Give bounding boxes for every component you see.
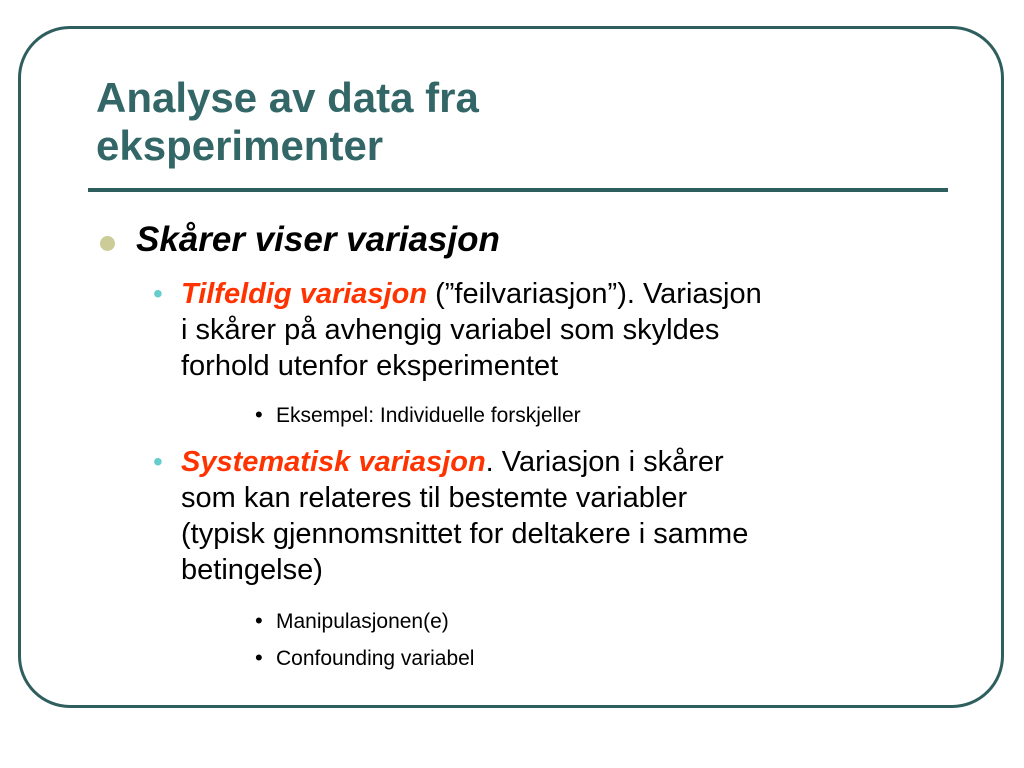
systematic-sub-item-2: Confounding variabel (276, 647, 475, 670)
random-variation-line-1-rest: (”feilvariasjon”). Variasjon (427, 278, 762, 310)
level1-text: Skårer viser variasjon (136, 220, 500, 259)
systematic-variation-line-4: betingelse) (181, 554, 323, 586)
systematic-variation-line-3: (typisk gjennomsnittet for deltakere i samme (181, 518, 749, 550)
random-variation-item (181, 276, 951, 384)
random-variation-line-2: i skårer på avhengig variabel som skyldes (181, 314, 720, 346)
random-variation-line-3: forhold utenfor eksperimentet (181, 350, 559, 382)
level2-bullet-icon: • (153, 446, 163, 477)
level3-bullet-icon: • (255, 402, 263, 427)
title-line-2: eksperimenter (96, 122, 384, 169)
systematic-sub-item-1: Manipulasjonen(e) (276, 610, 449, 633)
systematic-variation-item (181, 444, 951, 588)
systematic-variation-line-2: som kan relateres til bestemte variabler (181, 482, 688, 514)
systematic-variation-line-1 (181, 444, 951, 480)
level3-bullet-icon: • (255, 608, 263, 633)
level2-bullet-icon: • (153, 278, 163, 309)
title-line-1: Analyse av data fra (96, 74, 479, 121)
systematic-variation-term: Systematisk variasjon (181, 446, 486, 478)
random-variation-term: Tilfeldig variasjon (181, 278, 428, 310)
random-variation-line-1 (181, 276, 951, 312)
systematic-variation-line-1-rest: . Variasjon i skårer (485, 446, 724, 478)
level3-bullet-icon: • (255, 645, 263, 670)
level1-bullet-icon (100, 236, 115, 251)
random-example-text: Eksempel: Individuelle forskjeller (276, 404, 581, 427)
